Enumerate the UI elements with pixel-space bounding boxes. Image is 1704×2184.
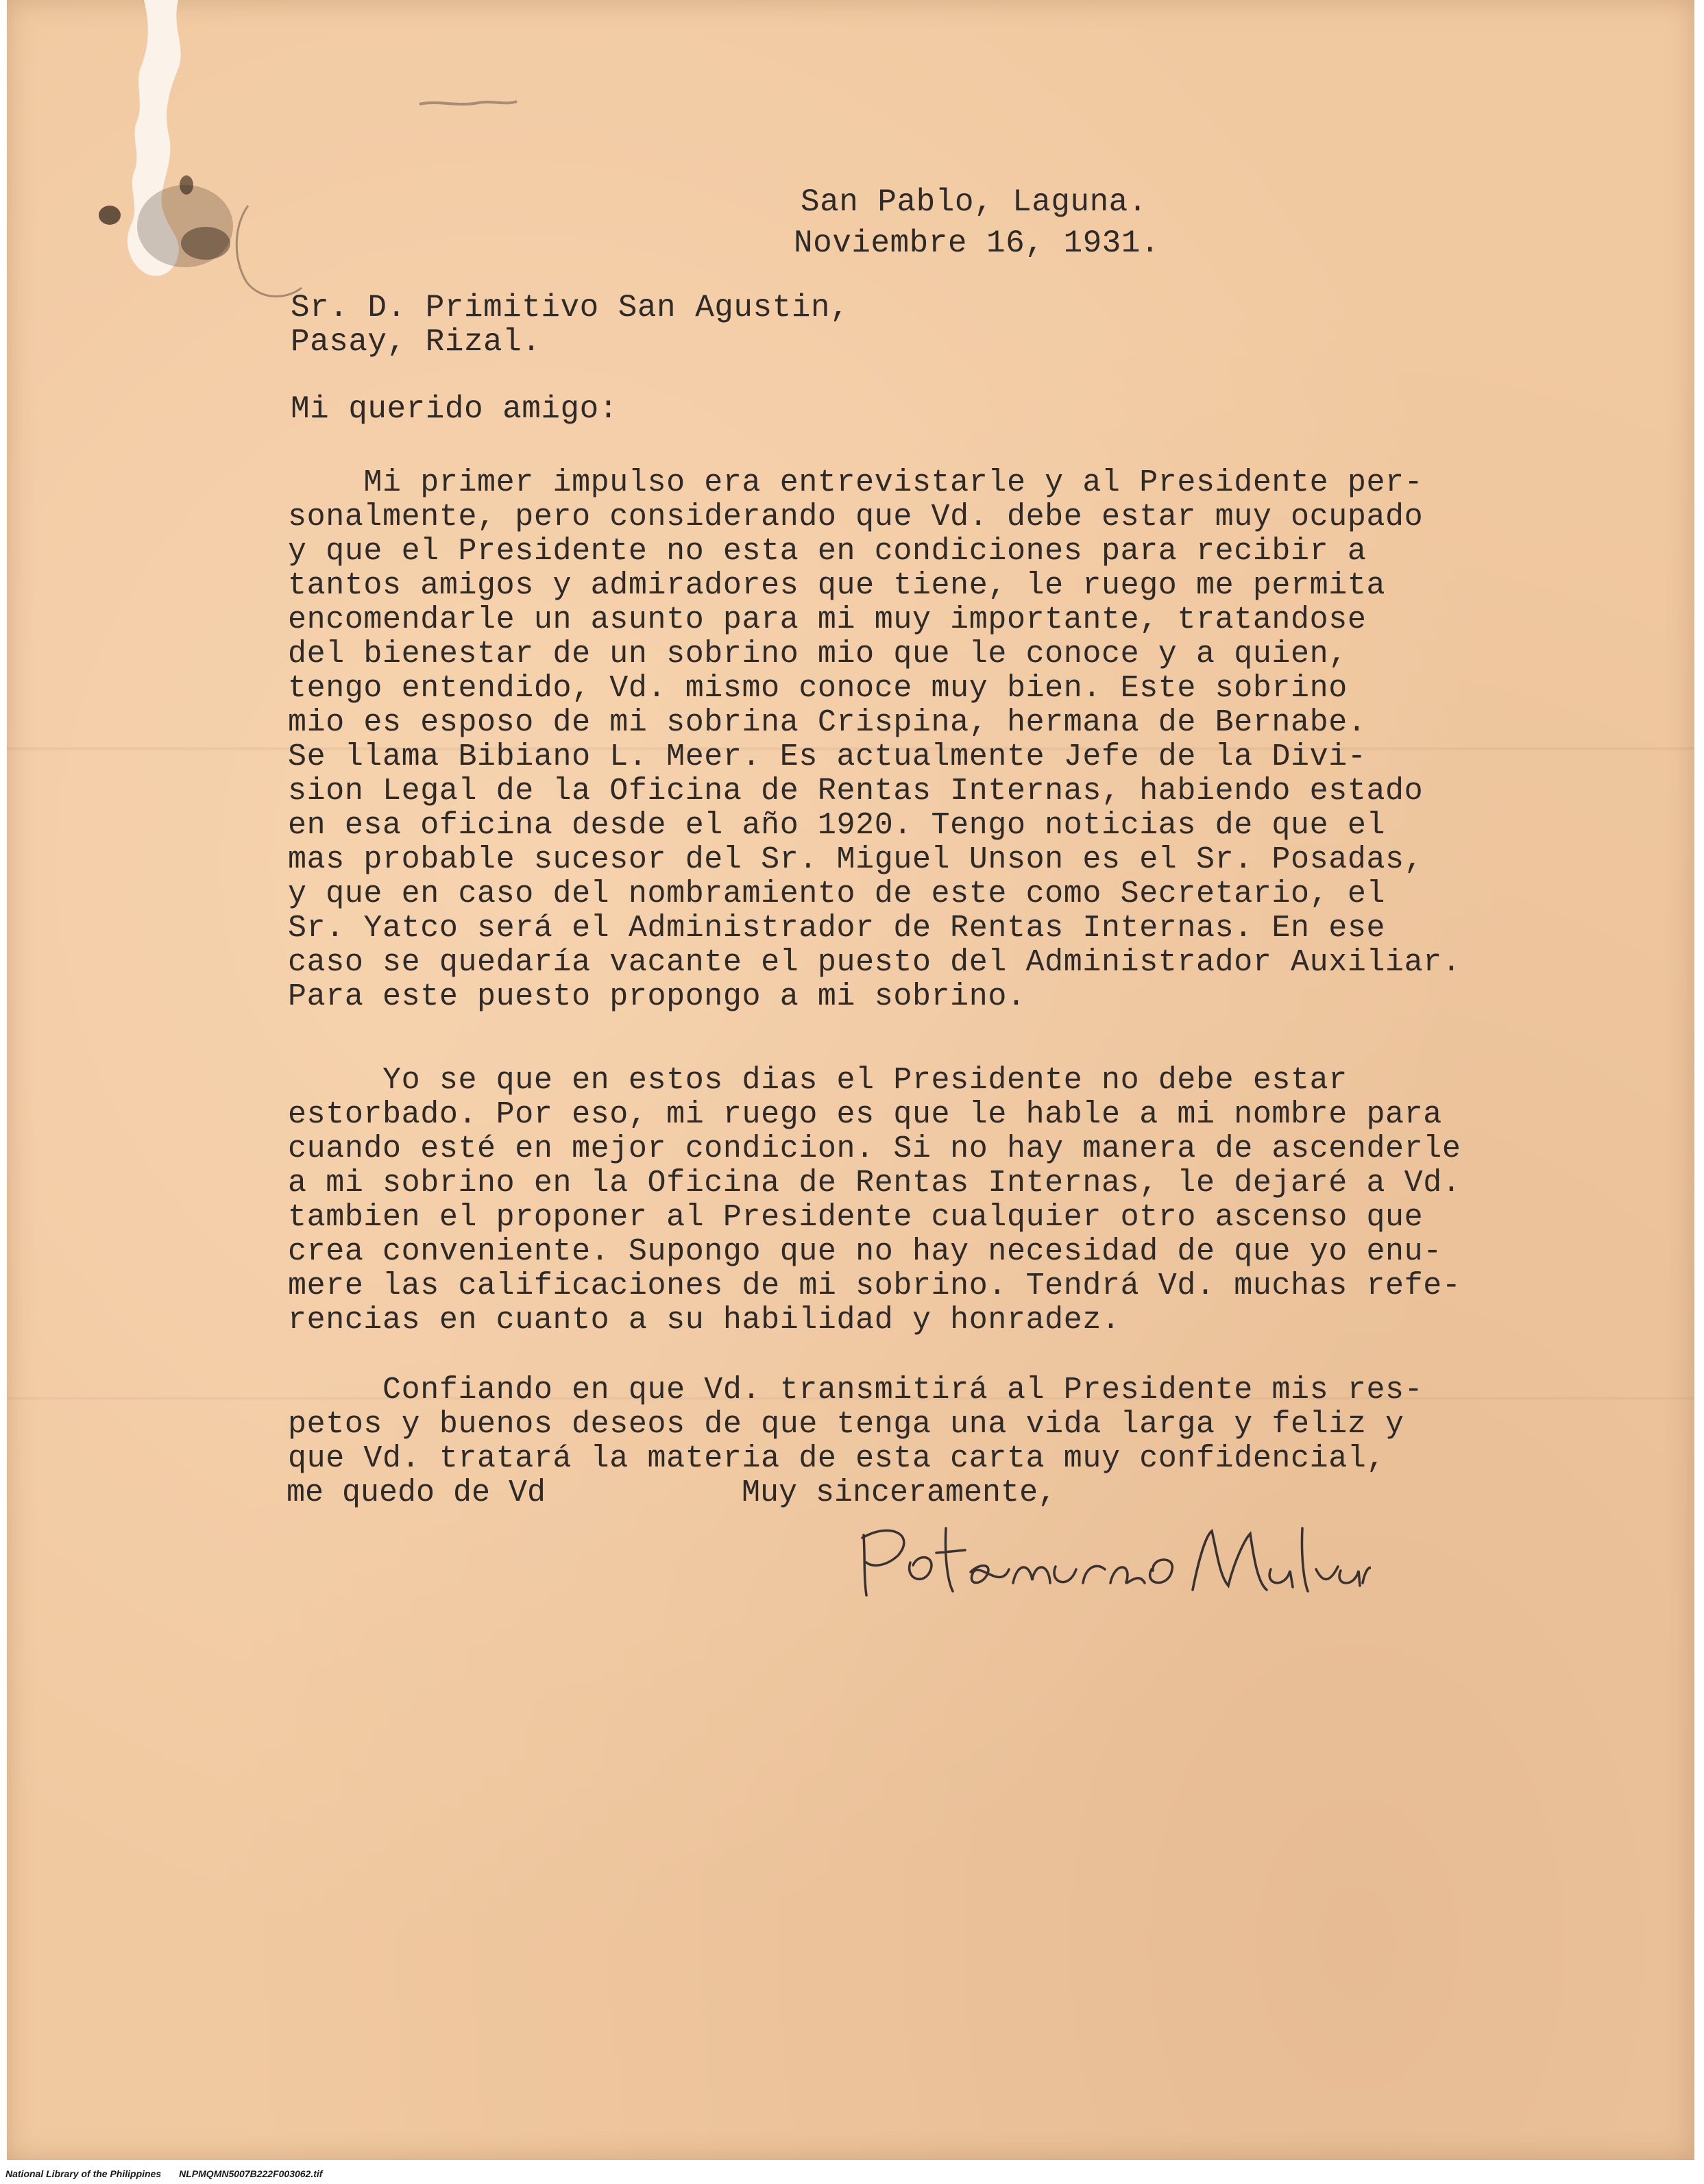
archive-footer [5,2168,322,2179]
text-line: Confiando en que Vd. transmitirá al Presidente mis res- [288,1373,1424,1408]
text-line: Para este puesto propongo a mi sobrino. [288,979,1026,1014]
footer-file-id: NLPMQMN5007B222F003062.tif [179,2168,323,2179]
text-line: tambien el proponer al Presidente cualquier otro ascenso que [288,1200,1424,1235]
text-line: encomendarle un asunto para mi muy importante, tratandose [288,602,1367,637]
recipient-address: Pasay, Rizal. [291,324,541,360]
date-line: Noviembre 16, 1931. [794,225,1160,261]
torn-corner [7,0,363,315]
valediction: Muy sinceramente, [742,1475,1057,1510]
text-line: Sr. Yatco será el Administrador de Rentas Internas. En ese [288,911,1386,946]
paragraph-3 [288,1373,1423,1476]
text-line: en esa oficina desde el año 1920. Tengo noticias de que el [288,808,1386,843]
recipient-name: Sr. D. Primitivo San Agustin, [291,290,850,326]
greeting: Mi querido amigo: [291,391,618,427]
text-line: petos y buenos deseos de que tenga una vida larga y feliz y [288,1407,1404,1442]
text-line: cuando esté en mejor condicion. Si no hay manera de ascenderle [288,1131,1461,1166]
text-line: tengo entendido, Vd. mismo conoce muy bien. Este sobrino [288,671,1348,706]
text-line: Yo se que en estos dias el Presidente no debe estar [288,1063,1348,1098]
text-line: sion Legal de la Oficina de Rentas Internas, habiendo estado [288,774,1424,809]
text-line: que Vd. tratará la materia de esta carta muy confidencial, [288,1441,1386,1476]
text-line: Se llama Bibiano L. Meer. Es actualmente Jefe de la Divi- [288,739,1367,774]
text-line: Mi primer impulso era entrevistarle y al Presidente per- [288,465,1424,500]
handwritten-signature [850,1514,1371,1604]
text-line: del bienestar de un sobrino mio que le conoce y a quien, [288,637,1348,672]
text-line: sonalmente, pero considerando que Vd. debe estar muy ocupado [288,500,1424,535]
text-line: mas probable sucesor del Sr. Miguel Unson es el Sr. Posadas, [288,842,1424,877]
text-line: caso se quedaría vacante el puesto del Administrador Auxiliar. [288,945,1461,980]
text-line: y que en caso del nombramiento de este como Secretario, el [288,876,1386,911]
footer-library: National Library of the Philippines [5,2168,162,2179]
place-line: San Pablo, Laguna. [801,184,1147,220]
text-line: mio es esposo de mi sobrina Crispina, hermana de Bernabe. [288,705,1367,740]
text-line: rencias en cuanto a su habilidad y honradez. [288,1303,1121,1338]
letter-page [7,0,1694,2160]
text-line: tantos amigos y admiradores que tiene, le ruego me permita [288,568,1386,603]
text-line: mere las calificaciones de mi sobrino. Tendrá Vd. muchas refe- [288,1268,1461,1303]
paragraph-1 [288,466,1461,1014]
closing-line: me quedo de Vd [287,1475,546,1510]
ink-smudge [417,96,520,110]
paragraph-2 [288,1064,1461,1338]
text-line: a mi sobrino en la Oficina de Rentas Internas, le dejaré a Vd. [288,1166,1461,1201]
text-line: estorbado. Por eso, mi ruego es que le hable a mi nombre para [288,1097,1442,1132]
text-line: crea conveniente. Supongo que no hay necesidad de que yo enu- [288,1234,1442,1269]
text-line: y que el Presidente no esta en condiciones para recibir a [288,534,1367,569]
